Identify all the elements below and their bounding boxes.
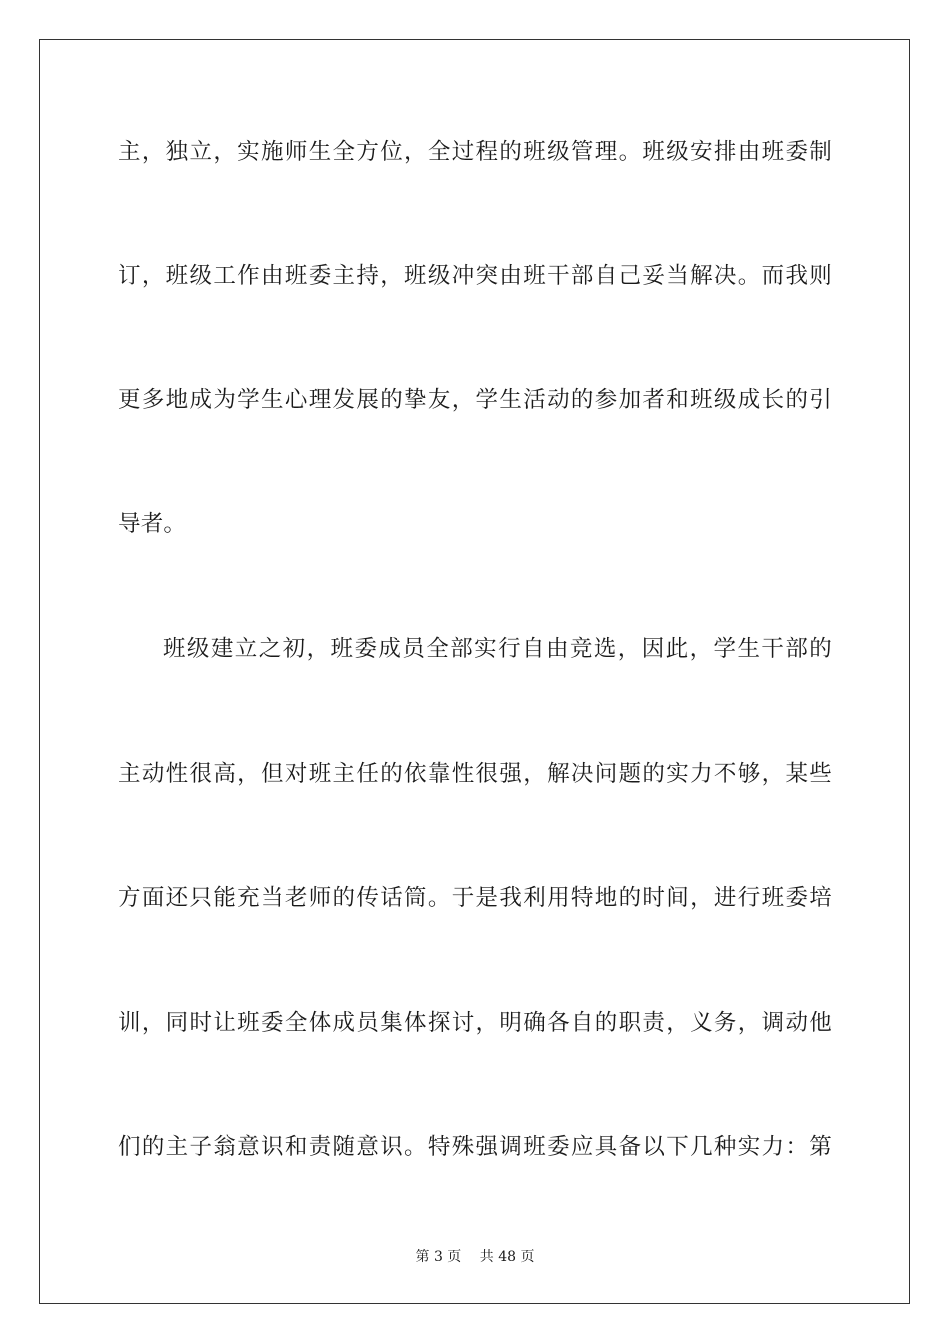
page-number-footer: 第 3 页 共 48 页 [415, 1249, 535, 1265]
body-line-5: 班级建立之初，班委成员全部实行自由竞选，因此，学生干部的 [163, 636, 832, 662]
body-line-1: 主，独立，实施师生全方位，全过程的班级管理。班级安排由班委制 [118, 139, 832, 165]
body-line-8: 训，同时让班委全体成员集体探讨，明确各自的职责，义务，调动他 [118, 1010, 832, 1036]
page-frame [39, 39, 910, 1304]
body-line-3: 更多地成为学生心理发展的挚友，学生活动的参加者和班级成长的引 [118, 387, 832, 413]
body-line-7: 方面还只能充当老师的传话筒。于是我利用特地的时间，进行班委培 [118, 885, 832, 911]
body-line-4: 导者。 [118, 511, 187, 537]
body-line-6: 主动性很高，但对班主任的依靠性很强，解决问题的实力不够，某些 [118, 761, 832, 787]
body-line-2: 订，班级工作由班委主持，班级冲突由班干部自己妥当解决。而我则 [118, 263, 832, 289]
body-line-9: 们的主子翁意识和责随意识。特殊强调班委应具备以下几种实力：第 [118, 1134, 832, 1160]
